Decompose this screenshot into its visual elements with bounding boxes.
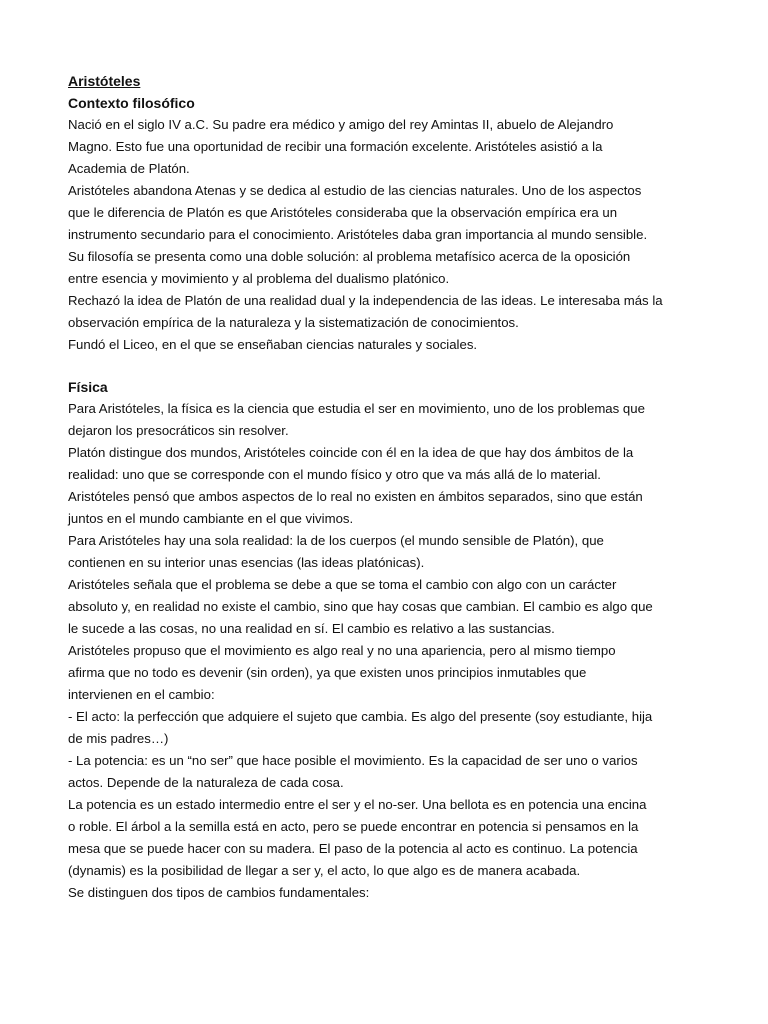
text-line: Para Aristóteles hay una sola realidad: la de los cuerpos (el mundo sensible de Platón), que <box>68 533 604 548</box>
section-spacer <box>68 356 708 376</box>
section-body <box>68 398 708 904</box>
text-line: observación empírica de la naturaleza y la sistematización de conocimientos. <box>68 315 519 330</box>
text-line: - El acto: la perfección que adquiere el sujeto que cambia. Es algo del presente (soy estudiante, hija <box>68 709 653 724</box>
text-line: La potencia es un estado intermedio entre el ser y el no-ser. Una bellota es en potencia una encina <box>68 797 647 812</box>
text-line: realidad: uno que se corresponde con el mundo físico y otro que va más allá de lo material. <box>68 467 601 482</box>
text-line: - La potencia: es un “no ser” que hace posible el movimiento. Es la capacidad de ser uno o varios <box>68 753 638 768</box>
text-line: Platón distingue dos mundos, Aristóteles coincide con él en la idea de que hay dos ámbitos de la <box>68 445 634 460</box>
text-line: (dynamis) es la posibilidad de llegar a ser y, el acto, lo que algo es de manera acabada. <box>68 863 581 878</box>
text-line: Aristóteles señala que el problema se debe a que se toma el cambio con algo con un carácter <box>68 577 617 592</box>
text-line: contienen en su interior unas esencias (las ideas platónicas). <box>68 555 425 570</box>
text-line: Su filosofía se presenta como una doble solución: al problema metafísico acerca de la oposición <box>68 249 631 264</box>
section-heading: Contexto filosófico <box>68 95 195 111</box>
text-line: absoluto y, en realidad no existe el cambio, sino que hay cosas que cambian. El cambio es algo que <box>68 599 653 614</box>
text-line: Aristóteles pensó que ambos aspectos de lo real no existen en ámbitos separados, sino que están <box>68 489 643 504</box>
section-body <box>68 114 708 356</box>
text-line: Academia de Platón. <box>68 161 190 176</box>
text-line: le sucede a las cosas, no una realidad en sí. El cambio es relativo a las sustancias. <box>68 621 555 636</box>
section-fisica <box>68 376 708 904</box>
text-line: Magno. Esto fue una oportunidad de recibir una formación excelente. Aristóteles asistió a la <box>68 139 603 154</box>
text-line: de mis padres…) <box>68 731 169 746</box>
text-line: Nació en el siglo IV a.C. Su padre era médico y amigo del rey Amintas II, abuelo de Alejandro <box>68 117 614 132</box>
text-line: mesa que se puede hacer con su madera. El paso de la potencia al acto es continuo. La potencia <box>68 841 638 856</box>
text-line: Rechazó la idea de Platón de una realidad dual y la independencia de las ideas. Le interesaba más la <box>68 293 663 308</box>
text-line: entre esencia y movimiento y al problema del dualismo platónico. <box>68 271 450 286</box>
text-line: intervienen en el cambio: <box>68 687 215 702</box>
section-heading: Física <box>68 379 108 395</box>
text-line: dejaron los presocráticos sin resolver. <box>68 423 289 438</box>
text-line: Aristóteles propuso que el movimiento es algo real y no una apariencia, pero al mismo tiempo <box>68 643 616 658</box>
text-line: instrumento secundario para el conocimiento. Aristóteles daba gran importancia al mundo sensible. <box>68 227 648 242</box>
text-line: Fundó el Liceo, en el que se enseñaban ciencias naturales y sociales. <box>68 337 478 352</box>
text-line: Se distinguen dos tipos de cambios fundamentales: <box>68 885 370 900</box>
text-line: afirma que no todo es devenir (sin orden), ya que existen unos principios inmutables que <box>68 665 587 680</box>
text-line: Para Aristóteles, la física es la ciencia que estudia el ser en movimiento, uno de los problemas que <box>68 401 645 416</box>
text-line: Aristóteles abandona Atenas y se dedica al estudio de las ciencias naturales. Uno de los aspectos <box>68 183 642 198</box>
text-line: o roble. El árbol a la semilla está en acto, pero se puede encontrar en potencia si pensamos en la <box>68 819 639 834</box>
document-page <box>68 70 708 904</box>
text-line: juntos en el mundo cambiante en el que vivimos. <box>68 511 354 526</box>
document-title: Aristóteles <box>68 73 141 89</box>
section-contexto-filosofico <box>68 92 708 356</box>
text-line: que le diferencia de Platón es que Aristóteles consideraba que la observación empírica era un <box>68 205 618 220</box>
text-line: actos. Depende de la naturaleza de cada cosa. <box>68 775 344 790</box>
